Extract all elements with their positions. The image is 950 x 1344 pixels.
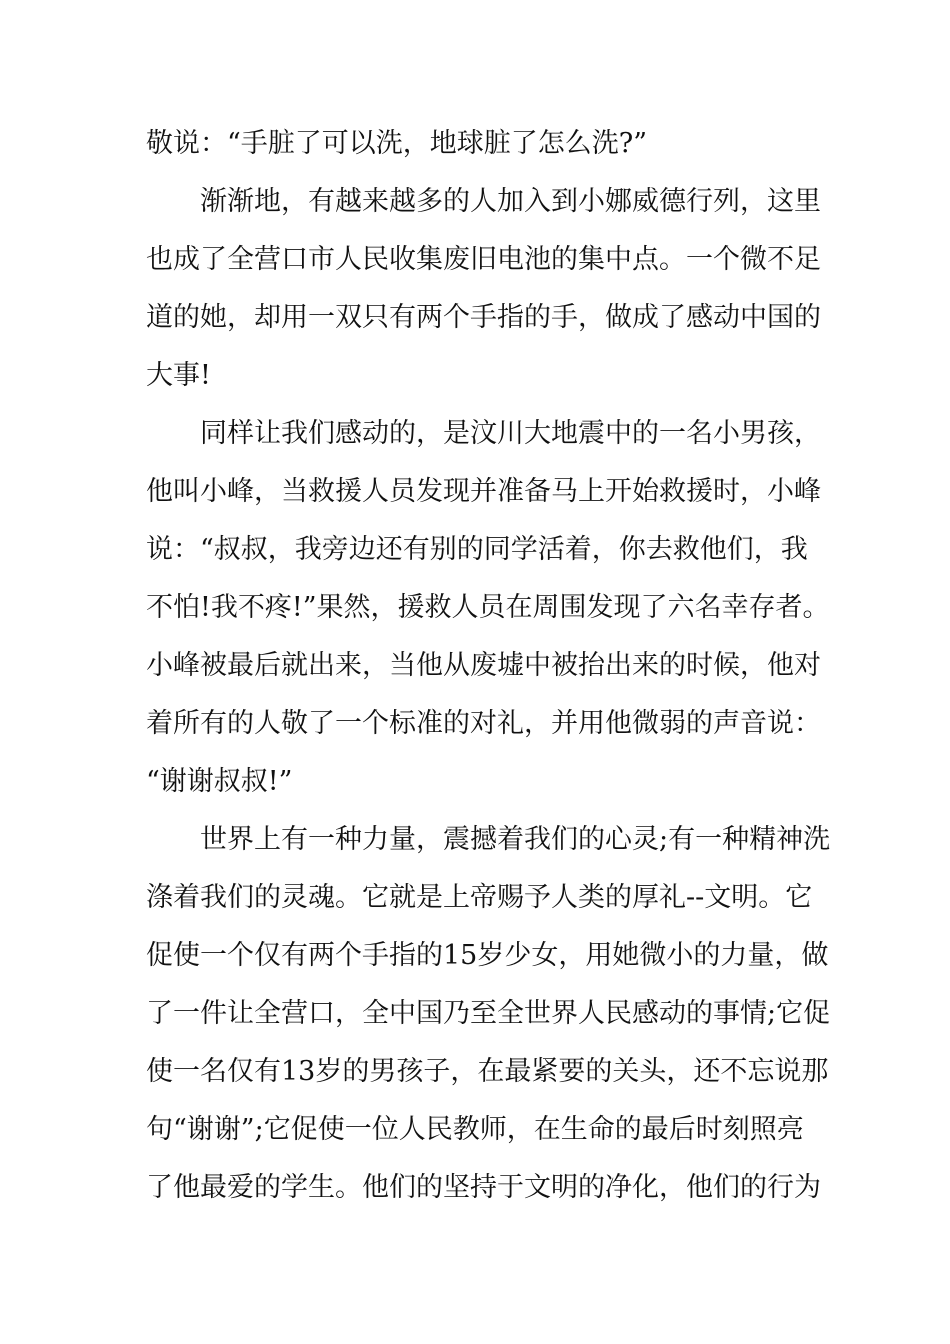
text-line: 小峰被最后就出来，当他从废墟中被抬出来的时候，他对 xyxy=(146,650,821,681)
paragraph-start-line: 同样让我们感动的，是汶川大地震中的一名小男孩， xyxy=(200,418,821,449)
text-line: 着所有的人敬了一个标准的对礼，并用他微弱的声音说： xyxy=(146,708,821,739)
text-line: 不怕!我不疼!”果然，援救人员在周围发现了六名幸存者。 xyxy=(146,592,830,623)
text-line: 也成了全营口市人民收集废旧电池的集中点。一个微不足 xyxy=(146,244,821,275)
text-line: 了他最爱的学生。他们的坚持于文明的净化，他们的行为 xyxy=(146,1172,821,1203)
text-line: 道的她，却用一双只有两个手指的手，做成了感动中国的 xyxy=(146,302,821,333)
text-line: 涤着我们的灵魂。它就是上帝赐予人类的厚礼--文明。它 xyxy=(146,882,813,913)
text-line: 促使一个仅有两个手指的15岁少女，用她微小的力量，做 xyxy=(146,940,829,971)
text-line: 敬说：“手脏了可以洗，地球脏了怎么洗?” xyxy=(146,128,648,159)
text-line: “谢谢叔叔!” xyxy=(146,766,293,797)
text-line: 他叫小峰，当救援人员发现并准备马上开始救援时，小峰 xyxy=(146,476,821,507)
text-line: 使一名仅有13岁的男孩子，在最紧要的关头，还不忘说那 xyxy=(146,1056,829,1087)
paragraph-start-line: 渐渐地，有越来越多的人加入到小娜威德行列，这里 xyxy=(200,186,821,217)
text-line: 句“谢谢”;它促使一位人民教师，在生命的最后时刻照亮 xyxy=(146,1114,804,1145)
text-line: 说：“叔叔，我旁边还有别的同学活着，你去救他们，我 xyxy=(146,534,808,565)
paragraph-start-line: 世界上有一种力量，震撼着我们的心灵;有一种精神洗 xyxy=(200,824,831,855)
body-text xyxy=(146,115,831,1217)
text-line: 大事! xyxy=(146,360,211,391)
text-line: 了一件让全营口，全中国乃至全世界人民感动的事情;它促 xyxy=(146,998,831,1029)
